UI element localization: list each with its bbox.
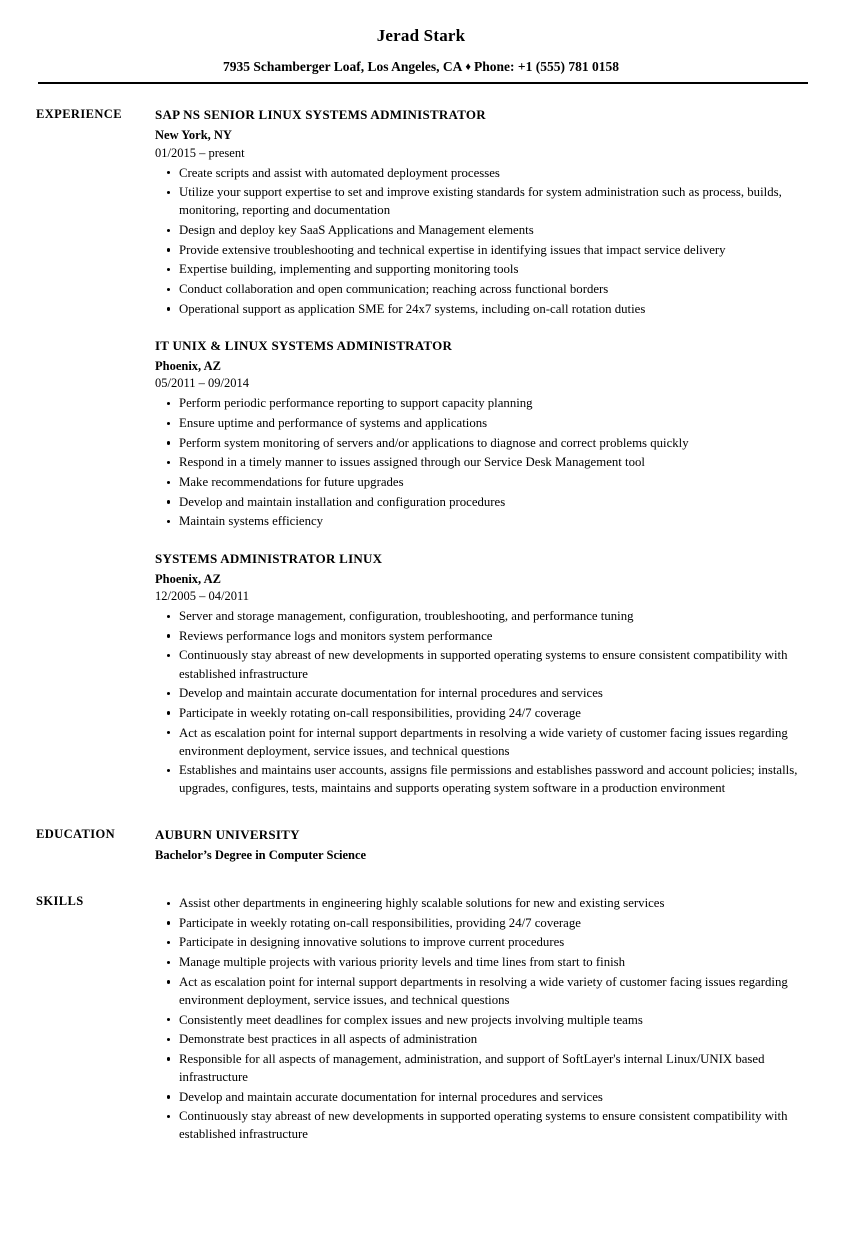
contact-phone: Phone: +1 (555) 781 0158 [474,59,619,74]
skill-bullet: Act as escalation point for internal support departments in resolving a wide variety of customer facing issues regarding environment deployment, service issues, and technical questions [155,973,806,1009]
job-bullet: Utilize your support expertise to set and improve existing standards for system administration such as process, builds, monitoring, reporting and documentation [155,183,806,219]
job-dates: 05/2011 – 09/2014 [155,376,249,391]
job-location: Phoenix, AZ [155,359,221,374]
job-bullet-list [155,164,806,318]
job-bullet: Expertise building, implementing and supporting monitoring tools [155,260,806,278]
job-bullet: Design and deploy key SaaS Applications and Management elements [155,221,806,239]
candidate-name: Jerad Stark [376,26,466,45]
job-bullet: Act as escalation point for internal support departments in resolving a wide variety of customer facing issues regarding environment deployment, service issues, and technical questions [155,724,806,760]
experience-body [155,106,806,798]
education-school: AUBURN UNIVERSITY [155,826,300,842]
education-entry [155,826,806,865]
job-bullet: Maintain systems efficiency [155,512,806,530]
job-bullet: Reviews performance logs and monitors system performance [155,627,806,645]
section-label-experience: EXPERIENCE [36,107,122,121]
section-label-education: EDUCATION [36,826,116,841]
job-bullet: Ensure uptime and performance of systems and applications [155,414,806,432]
job-bullet: Develop and maintain accurate documentation for internal procedures and services [155,684,806,702]
job-bullet: Respond in a timely manner to issues assigned through our Service Desk Management tool [155,453,806,471]
job-bullet: Make recommendations for future upgrades [155,473,806,491]
skill-bullet: Participate in designing innovative solutions to improve current procedures [155,933,806,951]
contact-line [36,46,806,75]
job-bullet: Perform periodic performance reporting to support capacity planning [155,394,806,412]
skills-body [155,893,806,1144]
education-body [155,826,806,865]
job-bullet: Develop and maintain installation and configuration procedures [155,493,806,511]
diamond-separator-icon: ♦ [465,61,472,73]
section-label-skills: SKILLS [36,893,84,908]
job-bullet: Operational support as application SME for 24x7 systems, including on-call rotation duties [155,300,806,318]
education-section [36,826,806,865]
job-title: SYSTEMS ADMINISTRATOR LINUX [155,550,383,566]
job-location: Phoenix, AZ [155,571,221,586]
job-bullet: Establishes and maintains user accounts, assigns file permissions and establishes password and account policies; installs, upgrades, configures, tests, maintains and supports operating system software in a production environment [155,761,806,797]
skills-bullet-list [155,894,806,1144]
job-bullet: Perform system monitoring of servers and/or applications to diagnose and correct problems quickly [155,434,806,452]
job-bullet: Provide extensive troubleshooting and technical expertise in identifying issues that impact service delivery [155,241,806,259]
job-bullet: Continuously stay abreast of new developments in supported operating systems to ensure consistent compatibility with established infrastructure [155,646,806,682]
resume-header [36,24,806,84]
skill-bullet: Participate in weekly rotating on-call responsibilities, providing 24/7 coverage [155,914,806,932]
skill-bullet: Consistently meet deadlines for complex issues and new projects involving multiple teams [155,1011,806,1029]
job-bullet: Participate in weekly rotating on-call responsibilities, providing 24/7 coverage [155,704,806,722]
skill-bullet: Develop and maintain accurate documentation for internal procedures and services [155,1088,806,1106]
job-bullet-list [155,607,806,798]
job-bullet: Server and storage management, configuration, troubleshooting, and performance tuning [155,607,806,625]
job-title: SAP NS SENIOR LINUX SYSTEMS ADMINISTRATOR [155,107,486,122]
job-entry [155,337,806,531]
skill-bullet: Responsible for all aspects of management, administration, and support of SoftLayer's internal Linux/UNIX based infrastructure [155,1050,806,1086]
job-location: New York, NY [155,128,232,143]
contact-address: 7935 Schamberger Loaf, Los Angeles, CA [223,59,463,74]
job-entry [155,550,806,798]
education-degree: Bachelor’s Degree in Computer Science [155,848,367,863]
job-dates: 12/2005 – 04/2011 [155,589,249,604]
job-bullet: Conduct collaboration and open communication; reaching across functional borders [155,280,806,298]
job-bullet: Create scripts and assist with automated deployment processes [155,164,806,182]
skill-bullet: Assist other departments in engineering highly scalable solutions for new and existing services [155,894,806,912]
skills-section [36,893,806,1144]
experience-section [36,106,806,798]
header-divider [38,82,808,84]
job-entry [155,106,806,318]
job-title: IT UNIX & LINUX SYSTEMS ADMINISTRATOR [155,337,453,353]
skill-bullet: Demonstrate best practices in all aspects of administration [155,1030,806,1048]
job-dates: 01/2015 – present [155,145,245,160]
job-bullet-list [155,394,806,530]
skill-bullet: Manage multiple projects with various priority levels and time lines from start to finish [155,953,806,971]
skill-bullet: Continuously stay abreast of new developments in supported operating systems to ensure consistent compatibility with established infrastructure [155,1107,806,1143]
